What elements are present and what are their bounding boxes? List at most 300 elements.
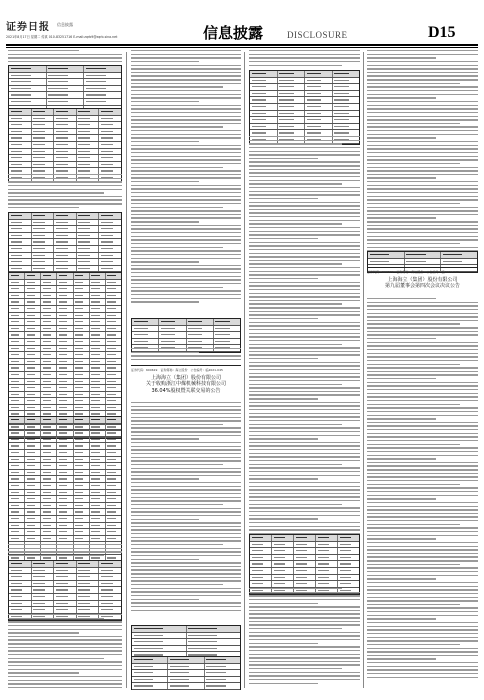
table-cell bbox=[99, 259, 121, 265]
text-line bbox=[367, 170, 478, 171]
table-cell bbox=[74, 443, 90, 449]
text-line bbox=[367, 116, 478, 117]
table-cell bbox=[74, 332, 90, 338]
table-cell bbox=[74, 476, 90, 482]
text-line bbox=[249, 635, 360, 636]
table-cell bbox=[74, 509, 90, 515]
text-line bbox=[249, 493, 360, 494]
text-line bbox=[367, 491, 478, 492]
text-line bbox=[367, 134, 478, 135]
text-line bbox=[8, 61, 122, 62]
table-cell bbox=[77, 162, 100, 168]
table-cell bbox=[25, 352, 41, 358]
text-line bbox=[367, 145, 478, 146]
table-cell bbox=[74, 463, 90, 469]
table-cell bbox=[99, 226, 121, 232]
text-line bbox=[131, 526, 241, 527]
table-cell bbox=[272, 581, 294, 587]
text-line bbox=[249, 369, 360, 370]
text-line bbox=[249, 176, 360, 177]
text-line bbox=[8, 192, 104, 193]
table-cell bbox=[250, 84, 278, 90]
table-cell bbox=[90, 293, 106, 299]
text-line bbox=[131, 298, 241, 299]
table-cell bbox=[77, 253, 100, 259]
table-cell bbox=[57, 457, 73, 463]
text-line bbox=[367, 50, 478, 51]
table-cell bbox=[74, 529, 90, 535]
text-line bbox=[249, 643, 318, 644]
table-row bbox=[9, 450, 121, 457]
text-line bbox=[131, 519, 199, 520]
table-cell bbox=[54, 122, 77, 128]
table-cell bbox=[57, 483, 73, 489]
text-line bbox=[367, 393, 478, 394]
text-line bbox=[8, 57, 122, 58]
table-cell bbox=[32, 259, 55, 265]
table-cell bbox=[368, 252, 405, 258]
table-cell bbox=[9, 405, 25, 411]
table-cell bbox=[106, 379, 121, 385]
text-line bbox=[367, 163, 460, 164]
table-cell bbox=[278, 104, 306, 110]
table-row bbox=[9, 516, 121, 523]
newspaper-logo: 证券日报 bbox=[6, 22, 50, 33]
text-line bbox=[131, 94, 241, 95]
table-cell bbox=[9, 313, 25, 319]
table-cell bbox=[74, 450, 90, 456]
table-cell bbox=[9, 273, 25, 279]
column-divider bbox=[363, 52, 364, 688]
text-line bbox=[367, 112, 478, 113]
table-cell bbox=[25, 536, 41, 542]
table-cell bbox=[57, 299, 73, 305]
text-line bbox=[131, 359, 241, 360]
text-block bbox=[367, 50, 478, 254]
table-cell bbox=[99, 109, 121, 115]
table-row bbox=[9, 523, 121, 530]
table-cell bbox=[278, 84, 306, 90]
table-cell bbox=[106, 509, 121, 515]
text-line bbox=[249, 511, 360, 512]
text-line bbox=[367, 513, 478, 514]
table-cell bbox=[90, 450, 106, 456]
text-line bbox=[131, 276, 241, 277]
table-cell bbox=[74, 430, 90, 436]
table-cell bbox=[41, 470, 57, 476]
table-cell bbox=[9, 319, 25, 325]
table-cell bbox=[106, 332, 121, 338]
table-cell bbox=[54, 142, 77, 148]
text-line bbox=[367, 455, 478, 456]
table-cell bbox=[106, 359, 121, 365]
text-line bbox=[131, 268, 241, 269]
text-line bbox=[131, 221, 199, 222]
text-line bbox=[249, 639, 360, 640]
table-cell bbox=[159, 326, 186, 332]
text-line bbox=[249, 464, 342, 465]
text-line bbox=[249, 289, 360, 290]
text-line bbox=[8, 544, 122, 545]
text-line bbox=[367, 651, 478, 652]
table-cell bbox=[205, 664, 240, 670]
table-cell bbox=[57, 385, 73, 391]
text-block bbox=[8, 614, 122, 690]
table-cell bbox=[338, 581, 359, 587]
table-row bbox=[250, 84, 359, 91]
text-line bbox=[367, 597, 478, 598]
data-table bbox=[8, 108, 122, 183]
table-cell bbox=[9, 79, 47, 85]
table-cell bbox=[9, 379, 25, 385]
text-line bbox=[249, 486, 360, 487]
table-cell bbox=[106, 417, 121, 423]
table-cell bbox=[106, 536, 121, 542]
table-cell bbox=[278, 117, 306, 123]
table-cell bbox=[54, 561, 77, 567]
table-cell bbox=[25, 273, 41, 279]
table-row bbox=[9, 299, 121, 306]
text-line bbox=[367, 546, 478, 547]
text-line bbox=[367, 196, 478, 197]
table-cell bbox=[25, 326, 41, 332]
text-line bbox=[367, 243, 460, 244]
table-cell bbox=[106, 339, 121, 345]
table-cell bbox=[54, 135, 77, 141]
table-cell bbox=[25, 313, 41, 319]
table-row bbox=[9, 509, 121, 516]
text-line bbox=[249, 438, 318, 439]
table-cell bbox=[77, 594, 100, 600]
text-line bbox=[249, 420, 360, 421]
table-row bbox=[250, 97, 359, 104]
text-line bbox=[367, 75, 478, 76]
text-line bbox=[249, 303, 342, 304]
headline-line: 第九届董事会第四次会议决议公告 bbox=[384, 283, 460, 290]
table-cell bbox=[90, 496, 106, 502]
table-cell bbox=[333, 124, 360, 130]
text-line bbox=[367, 422, 478, 423]
table-cell bbox=[41, 516, 57, 522]
table-cell bbox=[57, 437, 73, 443]
table-cell bbox=[74, 405, 90, 411]
table-cell bbox=[54, 607, 77, 613]
text-line bbox=[249, 416, 360, 417]
text-line bbox=[131, 90, 241, 91]
text-line bbox=[131, 522, 241, 523]
text-line bbox=[249, 161, 360, 162]
table-cell bbox=[9, 326, 25, 332]
text-line bbox=[8, 181, 122, 182]
table-row bbox=[9, 437, 121, 444]
table-cell bbox=[41, 379, 57, 385]
table-cell bbox=[54, 233, 77, 239]
table-cell bbox=[106, 398, 121, 404]
text-line bbox=[249, 664, 360, 665]
text-line bbox=[249, 347, 360, 348]
table-cell bbox=[9, 509, 25, 515]
text-line bbox=[8, 676, 122, 677]
text-line bbox=[367, 156, 478, 157]
table-cell bbox=[90, 306, 106, 312]
table-cell bbox=[25, 280, 41, 286]
text-line bbox=[367, 487, 478, 488]
text-line bbox=[367, 130, 478, 131]
text-line bbox=[131, 210, 241, 211]
table-cell bbox=[168, 677, 204, 683]
table-cell bbox=[90, 286, 106, 292]
text-line bbox=[249, 657, 360, 658]
text-line bbox=[131, 177, 241, 178]
text-line bbox=[8, 621, 122, 622]
text-line bbox=[8, 658, 104, 659]
table-cell bbox=[187, 332, 214, 338]
table-cell bbox=[32, 142, 55, 148]
text-line bbox=[249, 456, 360, 457]
text-line bbox=[8, 669, 122, 670]
text-line bbox=[249, 274, 360, 275]
table-cell bbox=[41, 424, 57, 430]
text-line bbox=[367, 61, 478, 62]
table-cell bbox=[41, 332, 57, 338]
table-cell bbox=[25, 516, 41, 522]
text-line bbox=[367, 440, 478, 441]
text-line bbox=[131, 290, 241, 291]
table-cell bbox=[41, 339, 57, 345]
table-cell bbox=[41, 359, 57, 365]
table-row bbox=[250, 548, 359, 555]
table-cell bbox=[250, 581, 272, 587]
text-line bbox=[131, 486, 241, 487]
table-cell bbox=[250, 104, 278, 110]
text-line bbox=[367, 615, 478, 616]
text-line bbox=[249, 365, 360, 366]
text-line bbox=[367, 68, 478, 69]
table-cell bbox=[25, 496, 41, 502]
table-cell bbox=[77, 587, 100, 593]
text-line bbox=[8, 203, 122, 204]
text-line bbox=[367, 436, 478, 437]
table-cell bbox=[9, 424, 25, 430]
table-cell bbox=[250, 91, 278, 97]
table-cell bbox=[54, 253, 77, 259]
table-cell bbox=[90, 392, 106, 398]
table-cell bbox=[214, 319, 240, 325]
text-line bbox=[249, 672, 360, 673]
table-cell bbox=[41, 286, 57, 292]
text-line bbox=[249, 169, 360, 170]
table-cell bbox=[41, 372, 57, 378]
stock-code-line: 证券代码：600619 证券简称：海立股份 公告编号：临2021-046 bbox=[367, 270, 459, 274]
text-line bbox=[131, 83, 241, 84]
table-row bbox=[9, 116, 121, 123]
table-cell bbox=[25, 417, 41, 423]
text-line bbox=[367, 640, 478, 641]
text-line bbox=[249, 683, 318, 684]
table-cell bbox=[90, 424, 106, 430]
table-cell bbox=[90, 529, 106, 535]
data-table bbox=[131, 625, 241, 660]
table-cell bbox=[25, 346, 41, 352]
table-cell bbox=[41, 352, 57, 358]
text-line bbox=[8, 189, 122, 190]
text-line bbox=[367, 360, 478, 361]
table-cell bbox=[25, 470, 41, 476]
table-cell bbox=[305, 78, 333, 84]
table-cell bbox=[90, 273, 106, 279]
text-line bbox=[131, 254, 241, 255]
text-line bbox=[367, 364, 460, 365]
table-cell bbox=[25, 443, 41, 449]
table-cell bbox=[90, 417, 106, 423]
text-line bbox=[249, 646, 360, 647]
text-line bbox=[367, 148, 478, 149]
text-line bbox=[249, 449, 360, 450]
table-row bbox=[9, 594, 121, 601]
text-line bbox=[249, 526, 360, 527]
text-line bbox=[131, 475, 241, 476]
table-cell bbox=[278, 91, 306, 97]
text-line bbox=[8, 665, 122, 666]
table-cell bbox=[54, 149, 77, 155]
text-block bbox=[131, 50, 241, 305]
table-cell bbox=[187, 633, 241, 639]
table-cell bbox=[74, 483, 90, 489]
text-line bbox=[367, 123, 460, 124]
table-cell bbox=[9, 574, 32, 580]
table-cell bbox=[25, 293, 41, 299]
text-line bbox=[8, 174, 122, 175]
text-line bbox=[249, 61, 360, 62]
table-row bbox=[9, 536, 121, 543]
table-header-row bbox=[9, 109, 121, 116]
table-cell bbox=[25, 450, 41, 456]
text-line bbox=[367, 549, 478, 550]
text-line bbox=[249, 238, 318, 239]
table-cell bbox=[9, 581, 32, 587]
table-cell bbox=[250, 548, 272, 554]
table-cell bbox=[106, 430, 121, 436]
text-line bbox=[8, 199, 122, 200]
table-cell bbox=[333, 117, 360, 123]
text-line bbox=[131, 352, 199, 353]
table-row bbox=[9, 122, 121, 129]
table-cell bbox=[77, 155, 100, 161]
table-cell bbox=[25, 339, 41, 345]
table-cell bbox=[32, 266, 55, 272]
table-cell bbox=[205, 677, 240, 683]
table-cell bbox=[305, 104, 333, 110]
text-line bbox=[249, 65, 342, 66]
text-line bbox=[131, 188, 241, 189]
table-cell bbox=[74, 379, 90, 385]
table-cell bbox=[9, 86, 47, 92]
text-line bbox=[367, 411, 478, 412]
table-cell bbox=[25, 359, 41, 365]
table-cell bbox=[9, 142, 32, 148]
table-cell bbox=[132, 683, 168, 689]
table-cell bbox=[77, 233, 100, 239]
text-line bbox=[131, 250, 241, 251]
table-row bbox=[9, 286, 121, 293]
table-cell bbox=[9, 430, 25, 436]
table-cell bbox=[214, 339, 240, 345]
text-line bbox=[249, 293, 360, 294]
text-line bbox=[131, 566, 241, 567]
text-line bbox=[131, 511, 241, 512]
table-cell bbox=[41, 306, 57, 312]
text-line bbox=[367, 509, 478, 510]
table-cell bbox=[57, 417, 73, 423]
data-table bbox=[8, 416, 122, 563]
text-line bbox=[131, 551, 241, 552]
data-table bbox=[8, 212, 122, 280]
text-line bbox=[249, 500, 360, 501]
table-cell bbox=[90, 385, 106, 391]
text-line bbox=[131, 493, 241, 494]
table-cell bbox=[41, 365, 57, 371]
table-cell bbox=[106, 516, 121, 522]
table-cell bbox=[106, 405, 121, 411]
table-cell bbox=[187, 319, 214, 325]
table-cell bbox=[168, 657, 204, 663]
table-row bbox=[250, 542, 359, 549]
table-cell bbox=[54, 162, 77, 168]
table-cell bbox=[9, 607, 32, 613]
table-cell bbox=[25, 299, 41, 305]
table-cell bbox=[41, 529, 57, 535]
text-line bbox=[367, 524, 460, 525]
table-cell bbox=[9, 73, 47, 79]
text-line bbox=[131, 141, 199, 142]
table-cell bbox=[333, 104, 360, 110]
table-cell bbox=[57, 430, 73, 436]
text-line bbox=[131, 145, 241, 146]
text-line bbox=[131, 580, 241, 581]
table-cell bbox=[74, 372, 90, 378]
table-cell bbox=[9, 568, 32, 574]
table-cell bbox=[32, 149, 55, 155]
table-row bbox=[9, 220, 121, 227]
text-line bbox=[8, 680, 122, 681]
text-line bbox=[367, 655, 478, 656]
text-line bbox=[249, 344, 342, 345]
table-cell bbox=[9, 116, 32, 122]
text-line bbox=[131, 402, 241, 403]
text-line bbox=[367, 126, 478, 127]
table-cell bbox=[9, 529, 25, 535]
table-cell bbox=[316, 561, 338, 567]
text-line bbox=[249, 154, 360, 155]
text-line bbox=[367, 83, 460, 84]
text-line bbox=[367, 101, 478, 102]
text-block bbox=[8, 544, 122, 559]
table-cell bbox=[9, 149, 32, 155]
text-line bbox=[249, 467, 360, 468]
table-cell bbox=[333, 78, 360, 84]
table-cell bbox=[57, 392, 73, 398]
table-cell bbox=[106, 299, 121, 305]
text-line bbox=[249, 453, 360, 454]
table-cell bbox=[187, 339, 214, 345]
text-line bbox=[249, 621, 360, 622]
text-line bbox=[131, 348, 241, 349]
data-table bbox=[8, 65, 122, 113]
table-cell bbox=[74, 457, 90, 463]
table-cell bbox=[41, 496, 57, 502]
table-cell bbox=[57, 326, 73, 332]
table-cell bbox=[84, 73, 121, 79]
